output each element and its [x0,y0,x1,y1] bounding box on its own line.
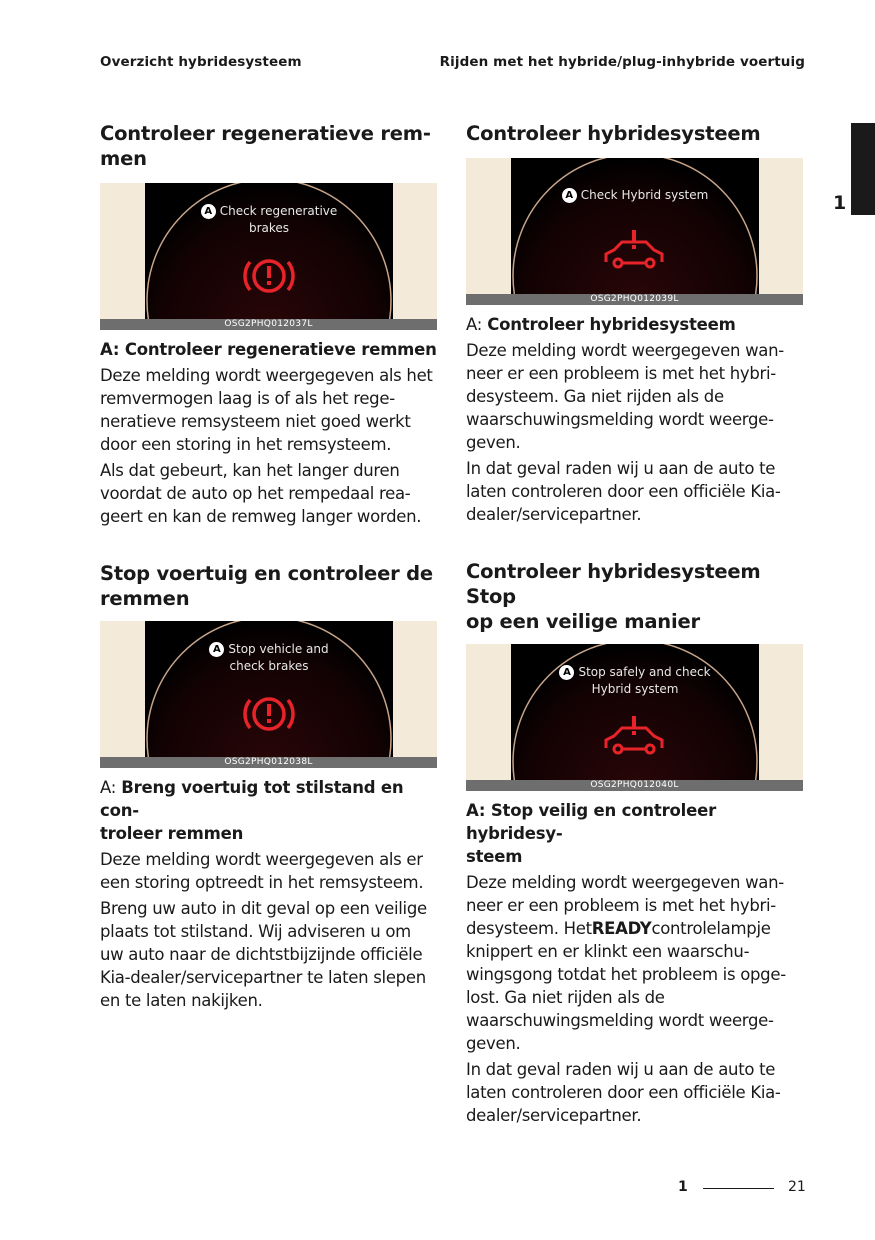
section-stop-vehicle-check-brakes [100,561,438,1012]
body-paragraph: Deze melding wordt weergegeven als het remvermogen laag is of als het rege-neratieve remsysteem niet goed werkt door een storing in het remsysteem. [100,366,433,454]
cluster-display [145,621,393,757]
screen-message: A Check Hybrid system [511,187,759,204]
figure-check-hybrid [466,158,803,305]
section-title: Controleer regeneratieve rem- men [100,122,431,170]
body-paragraph: In dat geval raden wij u aan de auto te laten controleren door een officiële Kia-dealer/servicepartner. [466,459,781,524]
section-title: Stop voertuig en controleer de remmen [100,562,433,610]
callout-badge-a: A [201,204,216,219]
section-check-hybrid-system [466,121,804,526]
footer-divider [703,1188,774,1189]
screen-message: A Stop safely and check Hybrid system [511,664,759,698]
figure-code: OSG2PHQ012038L [100,757,437,768]
figure-code: OSG2PHQ012039L [466,294,803,305]
running-header-left: Overzicht hybridesysteem [100,54,302,70]
page-number: 21 [788,1179,806,1195]
section-title: Controleer hybridesysteem Stop op een veilige manier [466,560,761,633]
callout-badge-a: A [562,188,577,203]
figure-stop-safely [466,644,803,791]
screen-message: A Stop vehicle and check brakes [145,641,393,675]
figure-code: OSG2PHQ012037L [100,319,437,330]
cluster-display [511,644,759,780]
hybrid-car-warning-icon [600,716,668,762]
callout-badge-a: A [559,665,574,680]
section-regenerative-brakes [100,121,438,528]
body-paragraph: Deze melding wordt weergegeven wan-neer er een probleem is met het hybri-desysteem. Ga niet rijden als de waarschuwingsmelding wordt weerge-geven. [466,341,784,452]
section-stop-safely-check-hybrid [466,559,804,1127]
footer-chapter-number: 1 [678,1179,688,1195]
figure-stop-vehicle [100,621,437,768]
ready-indicator-label: READY [591,919,652,938]
figure-regenerative-brakes [100,183,437,330]
subsection-title: A: Controleer hybridesysteem [466,315,736,334]
body-paragraph: Deze melding wordt weergegeven wan-neer er een probleem is met het hybri-desysteem. HetREADYcontrolelampje knippert en er klinkt een waarschu-wingsgong totdat het probleem is opge-lost. Ga niet rijden als de waarschuwingsmelding wordt weerge-geven. [466,873,786,1053]
subsection-title: A: Breng voertuig tot stilstand en con- troleer remmen [100,778,404,843]
screen-message: A Check regenerative brakes [145,203,393,237]
hybrid-car-warning-icon [600,230,668,276]
chapter-tab-number: 1 [833,192,847,214]
figure-code: OSG2PHQ012040L [466,780,803,791]
body-paragraph: Breng uw auto in dit geval op een veilige plaats tot stilstand. Wij adviseren u om uw auto naar de dichtstbijzijnde officiële Kia-dealer/servicepartner te laten slepen en te laten nakijken. [100,899,427,1010]
section-title: Controleer hybridesysteem [466,122,761,145]
cluster-display [511,158,759,294]
body-paragraph: In dat geval raden wij u aan de auto te laten controleren door een officiële Kia-dealer/servicepartner. [466,1060,781,1125]
subsection-title: A: Stop veilig en controleer hybridesy- steem [466,801,717,866]
chapter-tab [851,123,875,215]
brake-warning-icon [242,691,296,741]
running-header-right: Rijden met het hybride/plug-inhybride voertuig [439,54,805,70]
cluster-display [145,183,393,319]
body-paragraph: Deze melding wordt weergegeven als er een storing optreedt in het remsysteem. [100,850,424,892]
body-paragraph: Als dat gebeurt, kan het langer duren voordat de auto op het rempedaal rea-geert en kan de remweg langer worden. [100,461,422,526]
subsection-title: A: Controleer regeneratieve remmen [100,340,437,359]
brake-warning-icon [242,253,296,303]
callout-badge-a: A [209,642,224,657]
